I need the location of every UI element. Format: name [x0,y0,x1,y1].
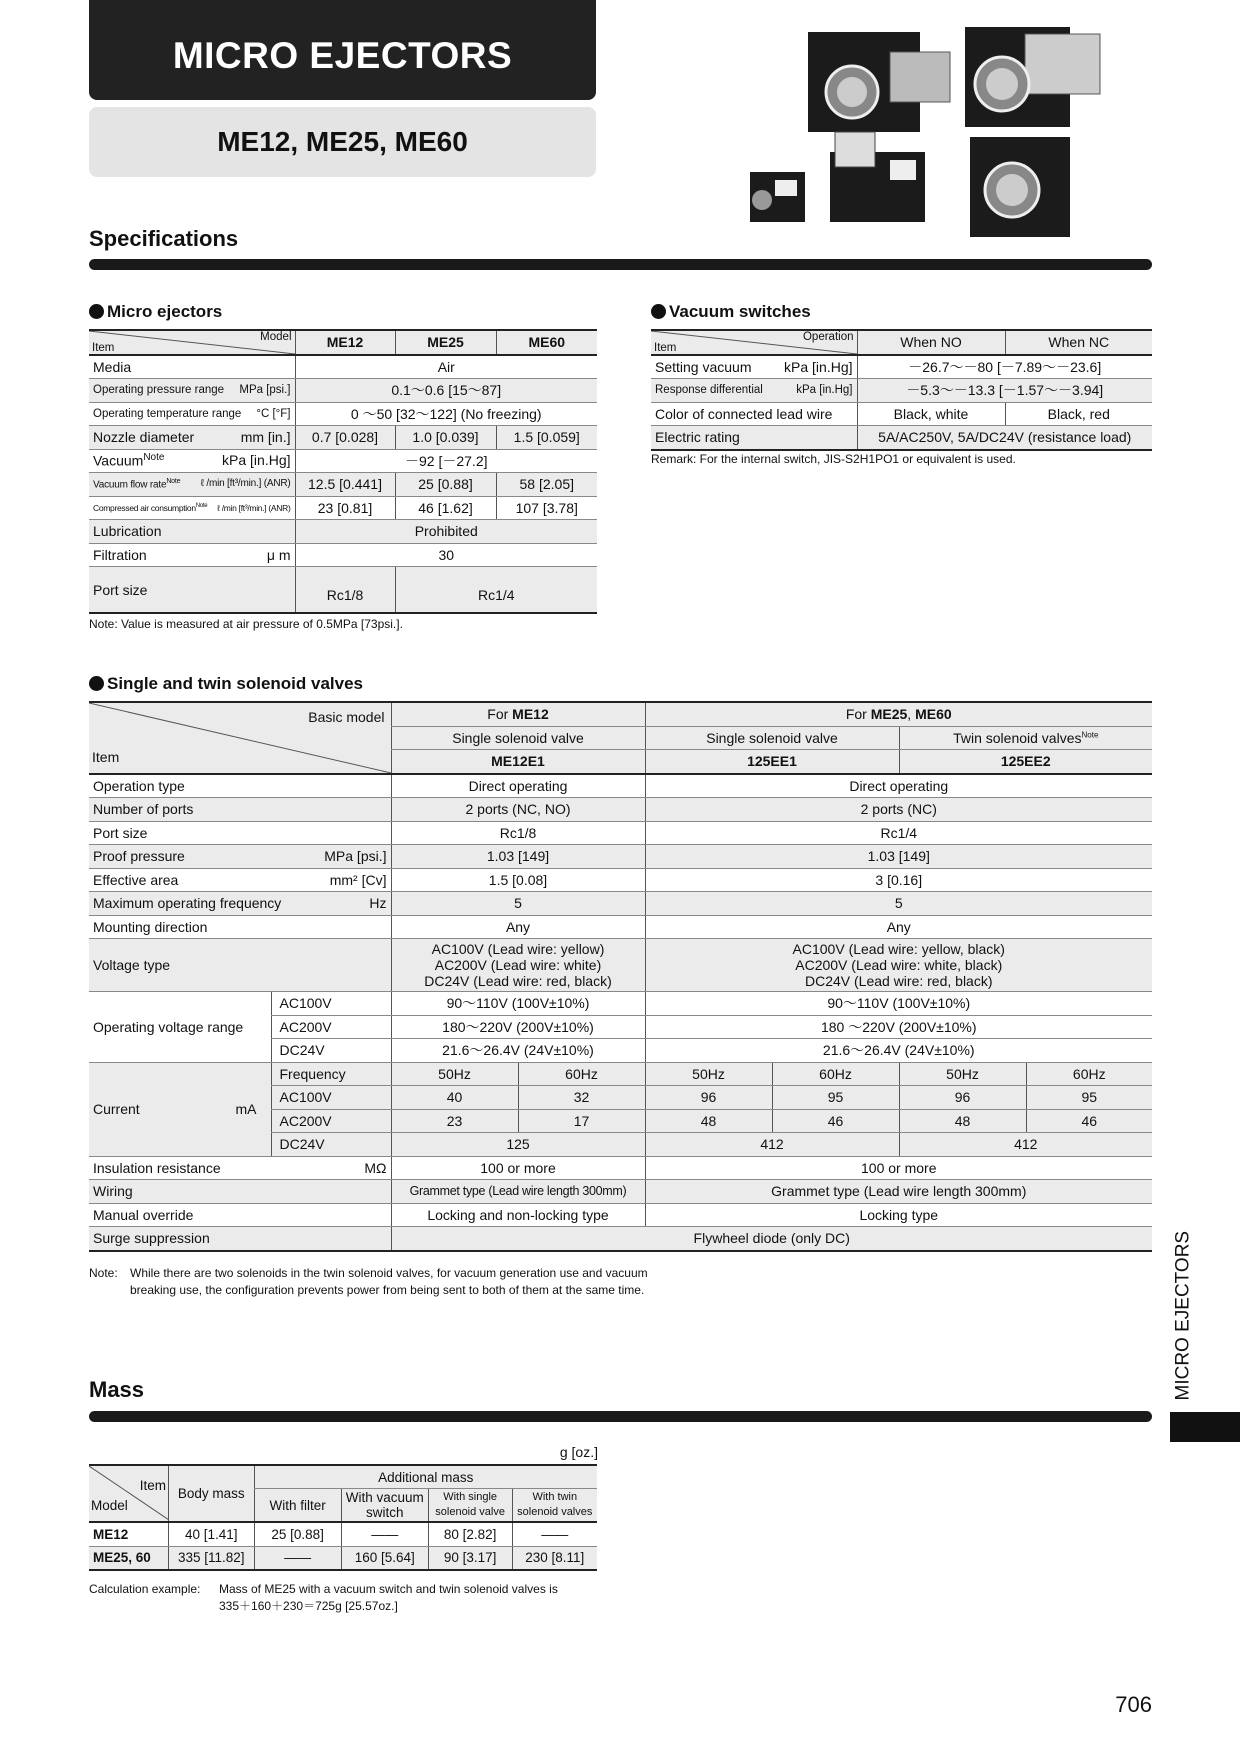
table-row: AC100V 40 32 96 95 96 95 [89,1086,1152,1110]
table-row: Port size Rc1/8 Rc1/4 [89,567,597,614]
table-row: Operating voltage range AC100V 90～110V (100V±10%) 90～110V (100V±10%) [89,992,1152,1016]
page-number: 706 [1115,1692,1152,1717]
mass-table: Item Model Body mass Additional mass With filter With vacuum switch With single solenoid valve With twin solenoid valves ME12 40 [1.41] 25 [0.88] —— 80 [2.82] —— ME25, 60 335 [11.82] —— 160 [5.64] 90 [3.17] 230 [8.11] [89,1464,597,1571]
table-row: Port size Rc1/8 Rc1/4 [89,821,1152,845]
table-row: DC24V 21.6～26.4V (24V±10%) 21.6～26.4V (24V±10%) [89,1039,1152,1063]
mass-unit: g [oz.] [559,1444,598,1460]
page-subtitle: ME12, ME25, ME60 [89,107,596,177]
table-row: ME25, 60 335 [11.82] —— 160 [5.64] 90 [3.17] 230 [8.11] [89,1546,597,1570]
table-row: Compressed air consumption$^{Note}$ ℓ /min [ft³/min.] (ANR) 23 [0.81] 46 [1.62] 107 [3.78] [89,496,597,520]
bullet-icon [89,304,104,319]
model-me60: ME60 [496,330,597,355]
section-bar [89,1411,1152,1422]
solenoid-note-line2: breaking use, the configuration prevents power from being sent to both of them at the same time. [130,1283,645,1297]
table-row: Mounting direction Any Any [89,915,1152,939]
table-row: AC200V 180～220V (200V±10%) 180 ～220V (200V±10%) [89,1015,1152,1039]
table-row: Lubrication Prohibited [89,520,597,544]
solenoid-table: Basic model Item For ME12 For ME25, ME60 Single solenoid valve Single solenoid valve Twin solenoid valves$^{Note}$ ME12E1 125EE1 125EE2 Operation type Direct operating Direct operating Number of ports 2 ports (NC, NO) 2 ports (NC) Port size Rc1/8 Rc1/4 Proof pressure MPa [psi.] 1.03 [149] 1.03 [149] Effective area mm² [Cv] 1.5 [0.08] 3 [0.16] Maximum operating frequency Hz 5 5 Mounting direction Any Any Voltage type AC100V (Lead wire: yellow) AC200V (Lead wire: white) DC24V (Lead wire: red, black) AC100V (Lead wire: yellow, black) AC200V (Lead wire: white, black) DC24V (Lead wire: red, black) Operating voltage range AC100V 90～110V (100V±10%) 90～110V (100V±10%) AC200V 180～220V (200V±10%) 180 ～220V (200V±10%) DC24V 21.6～26.4V (24V±10%) 21.6～26.4V (24V±10%) Current mA Frequency 50Hz 60Hz 50Hz 60Hz 50Hz 60Hz AC100V 40 32 96 95 96 95 AC200V 23 17 48 46 48 46 DC24V 125 412 412 Insulation resistance MΩ 100 or more 100 or more Wiring Grammet type (Lead wire length 300mm) Grammet type (Lead wire length 300mm) Manual override Locking and non-locking type Locking type Surge suppression Flywheel diode (only DC) [89,701,1152,1252]
product-photo [740,22,1140,242]
calc-label: Calculation example: [89,1582,201,1596]
micro-ejectors-heading: Micro ejectors [89,302,222,322]
table-row: Color of connected lead wire Black, white Black, red [651,402,1152,426]
table-row: Electric rating 5A/AC250V, 5A/DC24V (resistance load) [651,426,1152,450]
ejector-unit-1 [808,32,950,132]
model-me12: ME12 [295,330,395,355]
table-row: Proof pressure MPa [psi.] 1.03 [149] 1.03 [149] [89,845,1152,869]
side-label: MICRO EJECTORS [1172,1230,1194,1401]
table-row: Setting vacuum kPa [in.Hg] －26.7～－80 [－7.89～－23.6] [651,355,1152,379]
ejector-unit-4 [830,132,925,222]
vacuum-switches-heading: Vacuum switches [651,302,811,322]
solenoid-note: Note: While there are two solenoids in the twin solenoid valves, for vacuum generation use and vacuum [89,1266,648,1280]
page-title: MICRO EJECTORS [89,0,596,100]
table-row: Vacuum$^{Note}$ kPa [in.Hg] －92 [－27.2] [89,449,597,473]
micro-ejectors-note: Note: Value is measured at air pressure of 0.5MPa [73psi.]. [89,617,403,631]
table-row: Voltage type AC100V (Lead wire: yellow) AC200V (Lead wire: white) DC24V (Lead wire: red, black) AC100V (Lead wire: yellow, black) AC200V (Lead wire: white, black) DC24V (Lead wire: red, black) [89,939,1152,992]
calc-line2: 335＋160＋230＝725g [25.57oz.] [219,1599,398,1613]
table-row: Response differential kPa [in.Hg] －5.3～－13.3 [－1.57～－3.94] [651,379,1152,403]
model-me25: ME25 [395,330,496,355]
ejector-unit-3 [970,137,1070,237]
table-row: Operating pressure range MPa [psi.] 0.1～0.6 [15～87] [89,379,597,403]
table-row: ME12 40 [1.41] 25 [0.88] —— 80 [2.82] —— [89,1522,597,1546]
table-row: AC200V 23 17 48 46 48 46 [89,1109,1152,1133]
side-block [1170,1412,1240,1442]
bullet-icon [651,304,666,319]
table-row: Maximum operating frequency Hz 5 5 [89,892,1152,916]
table-row: Current mA Frequency 50Hz 60Hz 50Hz 60Hz 50Hz 60Hz [89,1062,1152,1086]
table-row: Number of ports 2 ports (NC, NO) 2 ports (NC) [89,798,1152,822]
table-row: Insulation resistance MΩ 100 or more 100 or more [89,1156,1152,1180]
vacuum-switches-table: Item Operation When NO When NC Setting vacuum kPa [in.Hg] －26.7～－80 [－7.89～－23.6] Response differential kPa [in.Hg] －5.3～－13.3 [－1.57～－3.94] Color of connected lead wire Black, white Black, red Electric rating 5A/AC250V, 5A/DC24V (resistance load) [651,329,1152,451]
table-row: Wiring Grammet type (Lead wire length 300mm) Grammet type (Lead wire length 300mm) [89,1180,1152,1204]
specifications-heading: Specifications [89,226,239,251]
mass-heading: Mass [89,1377,145,1402]
ejector-unit-5 [750,172,805,222]
table-row: Filtration μ m 30 [89,543,597,567]
section-bar [89,259,1152,270]
table-row: Operating temperature range °C [°F] 0 ～50 [32～122] (No freezing) [89,402,597,426]
table-row: Nozzle diameter mm [in.] 0.7 [0.028] 1.0 [0.039] 1.5 [0.059] [89,426,597,450]
calc-line1: Mass of ME25 with a vacuum switch and twin solenoid valves is [219,1582,558,1596]
table-row: Effective area mm² [Cv] 1.5 [0.08] 3 [0.16] [89,868,1152,892]
ejector-unit-2 [965,27,1100,127]
vacuum-switches-remark: Remark: For the internal switch, JIS-S2H1PO1 or equivalent is used. [651,452,1016,466]
solenoid-heading: Single and twin solenoid valves [89,674,363,694]
table-row: Manual override Locking and non-locking type Locking type [89,1203,1152,1227]
table-row: Media Air [89,355,597,379]
table-row: Vacuum flow rate$^{Note}$ ℓ /min [ft³/min.] (ANR) 12.5 [0.441] 25 [0.88] 58 [2.05] [89,473,597,497]
table-row: DC24V 125 412 412 [89,1133,1152,1157]
bullet-icon [89,676,104,691]
micro-ejectors-table: Item Model ME12 ME25 ME60 Media Air Operating pressure range MPa [psi.] 0.1～0.6 [15～87] Operating temperature range °C [°F] 0 ～50 [32～122] (No freezing) Nozzle diameter mm [in.] 0.7 [0.028] 1.0 [0.039] 1.5 [0.059] Vacuum$^{Note}$ kPa [in.Hg] －92 [－27.2] Vacuum flow rate$^{Note}$ ℓ /min [ft³/min.] (ANR) 12.5 [0.441] 25 [0.88] 58 [2.05] Compressed air consumption$^{Note}$ ℓ /min [ft³/min.] (ANR) 23 [0.81] 46 [1.62] 107 [3.78] Lubrication Prohibited Filtration μ m 30 Port size Rc1/8 Rc1/4 [89,329,597,614]
table-row: Operation type Direct operating Direct operating [89,774,1152,798]
table-row: Surge suppression Flywheel diode (only DC) [89,1227,1152,1251]
